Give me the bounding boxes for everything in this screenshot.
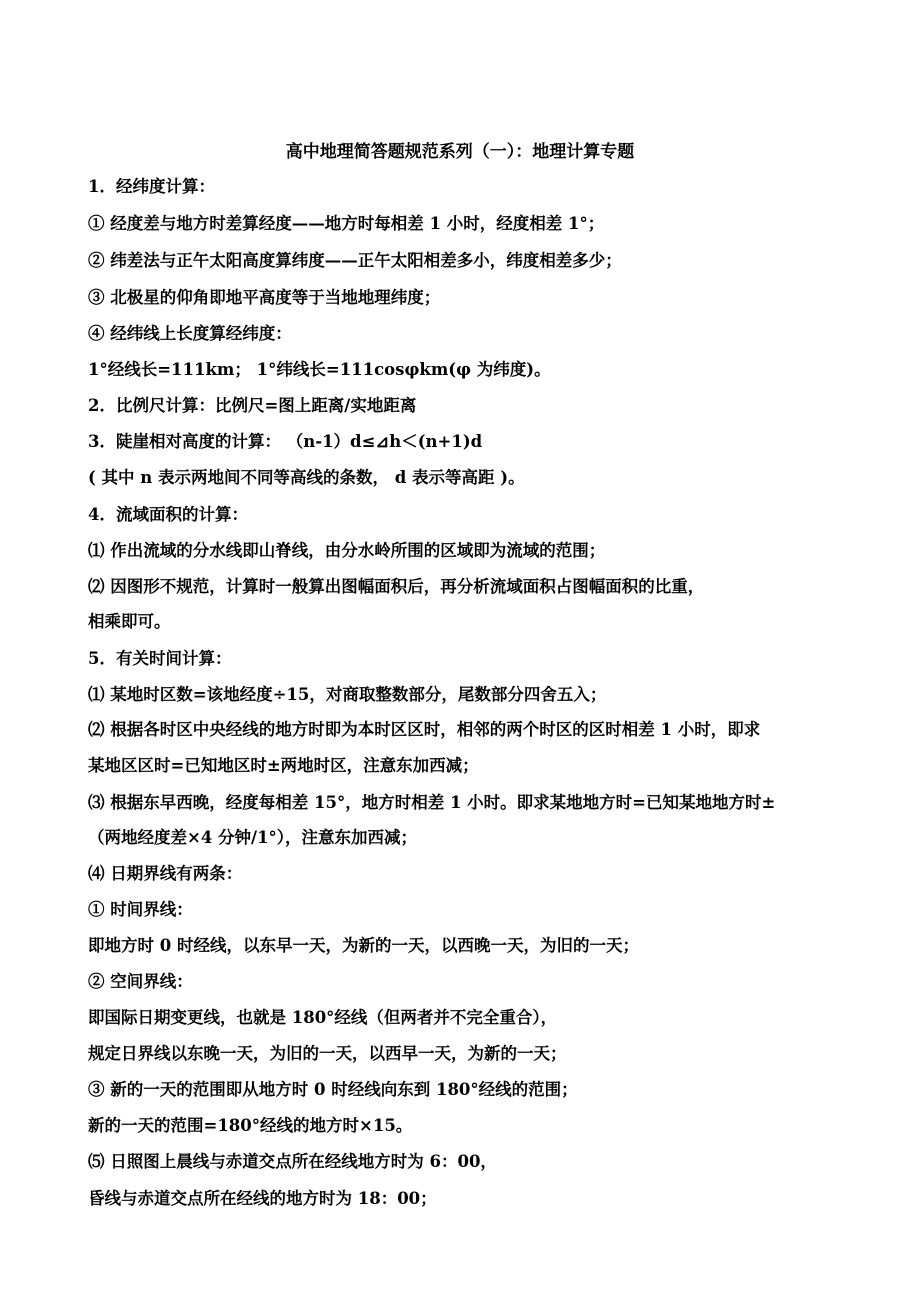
section-heading-lat-lon: 1．经纬度计算： — [88, 177, 215, 196]
text-line: 某地区区时=已知地区时±两地时区，注意东加西减； — [88, 756, 479, 775]
text-line: ① 经度差与地方时差算经度——地方时每相差 1 小时，经度相差 1°； — [88, 214, 605, 233]
text-line: ③ 新的一天的范围即从地方时 0 时经线向东到 180°经线的范围； — [88, 1080, 578, 1099]
text-line: ⑵ 因图形不规范，计算时一般算出图幅面积后，再分析流域面积占图幅面积的比重， — [88, 577, 705, 596]
text-line: ⑴ 某地时区数=该地经度÷15，对商取整数部分，尾数部分四舍五入； — [88, 685, 607, 704]
text-line: 相乘即可。 — [88, 612, 171, 631]
text-line: 即国际日期变更线，也就是 180°经线（但两者并不完全重合）， — [88, 1008, 558, 1027]
section-heading-scale: 2．比例尺计算：比例尺=图上距离/实地距离 — [88, 396, 417, 415]
text-line: 规定日界线以东晚一天，为旧的一天，以西早一天，为新的一天； — [88, 1044, 567, 1063]
text-line: （两地经度差×4 分钟/1°），注意东加西减； — [88, 828, 418, 847]
text-line: ⑶ 根据东早西晚，经度每相差 15°，地方时相差 1 小时。即求某地地方时=已知某地地方时± — [88, 793, 776, 812]
text-line: ⑴ 作出流域的分水线即山脊线，由分水岭所围的区域即为流域的范围； — [88, 541, 606, 560]
section-heading-basin-area: 4．流域面积的计算： — [88, 505, 248, 524]
text-line: 新的一天的范围=180°经线的地方时×15。 — [88, 1116, 413, 1135]
text-line: ⑷ 日期界线有两条： — [88, 864, 243, 883]
document-title: 高中地理简答题规范系列（一）：地理计算专题 — [285, 142, 635, 162]
section-heading-time: 5．有关时间计算： — [88, 649, 232, 668]
text-line: ② 纬差法与正午太阳高度算纬度——正午太阳相差多小，纬度相差多少； — [88, 251, 622, 270]
text-line: ① 时间界线： — [88, 900, 193, 919]
text-line: ③ 北极星的仰角即地平高度等于当地地理纬度； — [88, 288, 441, 307]
text-line: ④ 经纬线上长度算经纬度： — [88, 324, 292, 343]
section-heading-cliff-height: 3．陡崖相对高度的计算： （n-1）d≤⊿h＜(n+1)d — [88, 432, 483, 451]
text-line: ② 空间界线： — [88, 972, 193, 991]
text-line: ⑸ 日照图上晨线与赤道交点所在经线地方时为 6：00， — [88, 1152, 497, 1171]
text-line: ( 其中 n 表示两地间不同等高线的条数， d 表示等高距 )。 — [88, 468, 525, 487]
text-line: 昏线与赤道交点所在经线的地方时为 18：00； — [88, 1189, 437, 1208]
text-line: 1°经线长=111km； 1°纬线长=111cosφkm(φ 为纬度)。 — [88, 360, 551, 379]
text-line: ⑵ 根据各时区中央经线的地方时即为本时区区时，相邻的两个时区的区时相差 1 小时，即求 — [88, 720, 761, 739]
text-line: 即地方时 0 时经线，以东早一天，为新的一天，以西晚一天，为旧的一天； — [88, 936, 639, 955]
